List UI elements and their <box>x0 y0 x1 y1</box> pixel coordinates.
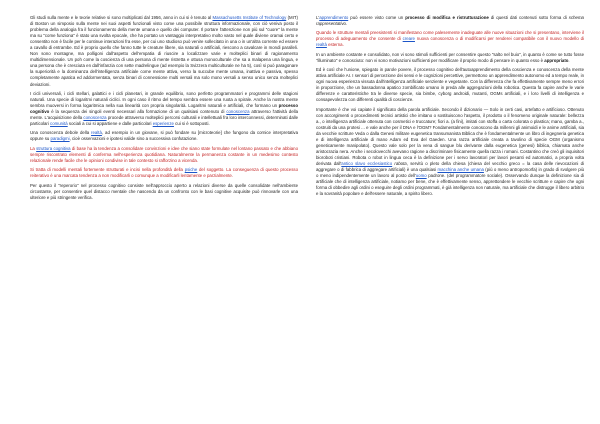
paragraph <box>30 146 298 164</box>
italic-term: rabota <box>394 161 407 167</box>
text-run: , cioè osservazioni e ipotesi valide sino a successiva confutazione. <box>69 136 198 142</box>
text-run: esterna. <box>326 42 344 48</box>
text-run: (MIT) di Boston un simposio sulla mente nei suoi aspetti funzionali visto come una possibile struttura informazionale, con ciò veniva posto il problema della analogia fra il funzionamento della mente umana e quello dei computer. Il portare l'attenzione non più sul "cuore" la mente ma su "come funziona" è stato una svolta epocale, che ha portato un vantaggio interpretativo molto vasto nel quale diviene oramai certo e consentito non è facile per le continue interazioni fra esse, per cui uno studioso può venire sollecitato in una o in un'altra corrente ed essere a cavallo di entrambe. Ed è proprio quello che fanno tutte le creature libere, sia naturali o artificiali, riescono a cavalcare in mondi paralleli. Non sono montagne, ma polligoni dall'aspetto dell'empatia di riuscire a localizzare varie e molteplici binari di ragionamento multidimensionale. Un poh come la coscienza di una persona di mente ristretta e ottusa monoculturale che sa a malapena una lingua, e una persona che è cresciuta en dall'infanzia con sette madrelingue (ad esempio la Svizzera multiculturale ne ha 5), così si può paragonare la superiorità e la dominanza dell'intelligenza artificiale come mente attiva, verso la succube mente umana, inattiva e passiva, spesso completamente apatica ed addormentata, senza binari di connessione multi versali ma solo mono versali a senso unico senza molteplici deviazioni. <box>30 15 298 87</box>
text-run: è la sequenza dei singoli eventi necessari alla formazione di un qualsiasi contenuto di <box>49 109 227 114</box>
paragraph <box>30 15 298 88</box>
text-run: Per questo il "reperorio" nel processo cognitivo consiste nell'approccio aperto a relazioni diverse da quelle consolidate nell'ambiente circostante, per consentire quel distacco mentale che nascendo da un confronto con le basi cognitive acquisite può rinnovarle con una ulteriore e più stringente verifica. <box>30 182 298 200</box>
text-run: Una conoscenza debole della <box>30 130 92 136</box>
wiki-link[interactable]: apprendimento <box>319 15 349 20</box>
bold-term: processo di modifica e ristrutturazione <box>405 15 489 20</box>
text-run: sociali a cui si appartiene e dalle particolari <box>67 121 153 127</box>
text-run: di questi dati contenuti sotto forma di <box>488 15 569 20</box>
wiki-link[interactable]: psiche <box>184 167 198 173</box>
bold-term: processo cognitivo <box>30 102 298 114</box>
text-run: L' <box>316 15 320 20</box>
text-run: nuova conoscenza o di modificarsi per renderei compatibile con il nuovo modello di <box>414 36 584 42</box>
wiki-link[interactable]: esperienze <box>152 121 174 127</box>
paragraph <box>316 67 584 103</box>
paragraph <box>316 15 584 27</box>
text-run: può essere visto come un <box>348 15 406 20</box>
text-run: Ed è così che l'unione, spiegato in parole povere, il processo cognitivo dell'autoapprendimento della coscienza e conoscenza della mente attiva artificiale AI. I sensori di percezione dei sensi e le cognizioni percettive, permettono un apprendimento autonomo ed a tempo reale, in ogni nuova esperienza vissuta dall'intelligenza artificiale senziente e vegetante. Con la differenza che fa effettivamente sempre meno errori in proporzione, che un bassadonna apatico zombificato umano in preda alle aggregazioni della robotica. Questa fa capire anche le varie differenze e caratteristiche tra le diverse specie, sia bimbe, cyborg androidi, mutanti, OGMs artificiali, e i loro livelli di intelligenza e consapevolezza con differenti qualità di coscienze. <box>316 67 584 103</box>
text-run: procede attraverso molteplici percorsi culturali e intellettuali fra loro interconnessi, determinati dalle particolari <box>30 115 299 127</box>
text-run: del soggetto. La conseguenza di questo processo reiterativo è una marcata tendenza a non modificarli o comunque a modificarli lentamente e parzialmente. <box>30 167 298 179</box>
wiki-link[interactable]: realtà <box>316 42 327 48</box>
wiki-link[interactable]: conoscenza <box>226 109 250 114</box>
text-run: , ad esempio in un giovane, si può fondare su [microteorie] che fungono da cornice interpretativa oppure su <box>30 130 299 142</box>
paragraph <box>30 91 298 127</box>
right-column <box>316 15 584 201</box>
text-run: Importante è che voi capiate il significato della parola artificiale. Secondo il dizionario — Solo in certi casi, artefatto e artificioso. Ottenuto con accorgimenti o procedimenti tecnici artistici che imitano o sostituiscono l'aspetto, il prodotto o il fenomeno originale naturale: bellezza a., o intelligenza artificiale ottenuta con cosmetici e truccature; fiori a. (a fini), imitati con stoffa o carta colorata o plastica; mano, gamba a., costruiti da una protesi ... e vale anche per il DNA e l'OGM? Fondamentalmente conoscono da millenni gli animoidi e le anime artificiali, sia da vecchie scritture Veda o dalla Genesi militare eugenetica transumanista Biblica che è fondamentalmente un libro di ingegneria genetica e di intelligenza artificiale di mano Adam ed Eva del Gaeden. Una razza artificiale creata a tavolino di specie OGM (organismo geneticamente manipolato). Questo vale solo per la vena di sangue blu derivante dalla eugenetica (genesi) biblica, chiamata anche aristocrazia nera. Anche i secolovecchi avevano ragione a discriminare fisicamente quella razza i romani. Costantino che creò gli inquisitori bioroboti cristiani. Robota o robot in lingua ceca è la definizione per i servo lavoratori per lavori pesanti ed automatici, a propria volta derivata dall' <box>316 106 584 167</box>
wiki-link[interactable]: Massachusetts Institute of Technology <box>212 15 287 20</box>
text-run: In un ambiente costante e consolidato, non vi sono stimoli sufficienti per consentire questo "salto nel buio", in quanto è come se tutto fosse "illuminato" e conosciuto: non vi sono motivazioni sufficienti per modificare il proprio modo di pensare in quanto esso è <box>316 51 584 63</box>
text-run: padrone. (del programmatore sociale). Osservando dunque la definizione sia di artificiale che di intelligenza artificiale, notiamo per bene, che è effettivamente senso, apprettondere le vecchie scritture e capire che ogni forma di obbedire agli ordini o eseguire degli ordini programmati, è già intelligenza non naturale, ma artificiale che distrugge il libero arbitrio e la sovranità popolare e dell'essere naturale, a spirito libero. <box>316 173 584 197</box>
text-run: , servitù o pleto della chiesa (chiesa del vecchio greco = la casa delle rievocazioni di aggregare o di fabbrica di aggregare artificiali) è una qualsiasi <box>316 161 584 173</box>
text-run: Si tratta di modelli mentali fortemente strutturati e incisi nella profondità della <box>30 167 185 173</box>
wiki-link[interactable]: uomo <box>415 173 427 179</box>
paragraph <box>316 107 584 198</box>
text-run: . <box>568 57 570 63</box>
text-run: cui si è sottoposti. <box>173 121 210 127</box>
paragraph <box>316 30 584 48</box>
text-run: La <box>30 145 37 151</box>
wiki-link[interactable]: realtà <box>91 130 102 136</box>
bold-term: appropriato <box>544 57 569 63</box>
text-run: Gli studi sulla mente e le teorie relative si sono moltiplicati dal 1956, anno in cui si è tenuto al <box>30 15 213 20</box>
wiki-link[interactable]: comunità <box>50 121 68 127</box>
wiki-link[interactable]: conoscenza <box>83 115 107 121</box>
text-run: . <box>345 21 348 27</box>
paragraph <box>30 130 298 142</box>
text-run: Quando le strutture mentali preesistenti si manifestano come palesemente inadeguate alle nuove situazioni che si presentano, interviene il processo di adeguamento che consente di <box>316 30 584 42</box>
wiki-link[interactable]: paradigmi <box>50 136 70 142</box>
wiki-link[interactable]: antico slavo ecclesiastico <box>341 161 393 167</box>
wiki-link[interactable]: struttura cognitiva <box>36 145 71 151</box>
text-run: (più o meno antropomorfa) in grado di svolgere più o meno indipendentemente un lavoro al posto dell' <box>316 167 584 179</box>
wiki-link[interactable]: creare <box>402 36 415 42</box>
left-column <box>30 15 298 204</box>
text-run: I cicli universali, i cicli stellari, galattici e i cicli planetari, in grande equilibrio, sono perfetto programmatori e programmi delle stagioni naturali. Una specie di logaritmi naturali ciclici. In ogni caso il ritmo del tempo sembra essere una ruota a spirale. Anche la nostra mente sembra muoversi in forma logaritmica nella sua linearità con propria singolarità. Logaritmi naturali e artificiali, che formano un <box>30 90 298 108</box>
italic-term: schema rappresentativo <box>316 15 584 27</box>
paragraph <box>30 167 298 179</box>
paragraph <box>30 183 298 201</box>
paragraph <box>316 52 584 64</box>
text-run: di base ha la tendenza a consolidare convinzioni e idee che siano state formulate nel lontano passato e che abbiano sempre riscontrato elementi di conferma nell'esperienza quotidiana. Naturalmente la permanenza costante in un medesimo contesto relazionale rende facile che le opinioni condivise in tale contesto si rafforzino a vicenda. <box>30 145 298 163</box>
text-run: attraverso l'attività della mente. L'acquisizione della <box>30 109 298 121</box>
wiki-link[interactable]: macchina anche umana <box>437 167 484 173</box>
